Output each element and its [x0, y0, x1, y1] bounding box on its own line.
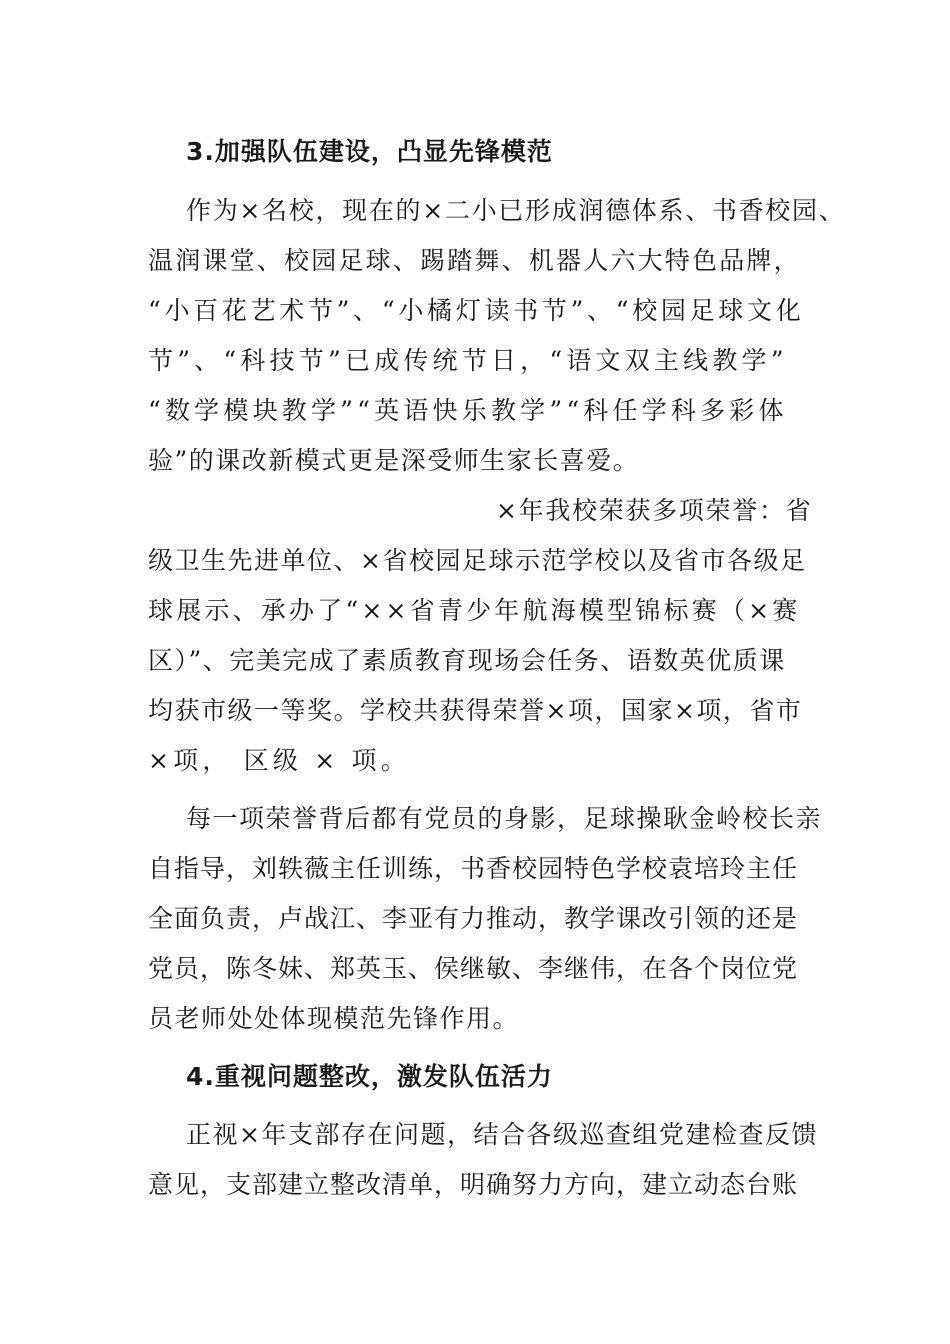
paragraph-line: ×项， 区级 × 项。 [148, 746, 410, 775]
paragraph-line: 均获市级一等奖。学校共获得荣誉×项，国家×项，省市 [148, 696, 803, 725]
paragraph-line: 区）”、完美完成了素质教育现场会任务、语数英优质课 [148, 646, 786, 675]
paragraph-line: ×年我校荣获多项荣誉：省 [496, 496, 813, 525]
paragraph-line: 每一项荣誉背后都有党员的身影，足球操耿金岭校长亲 [186, 804, 823, 833]
paragraph-line: 自指导，刘轶薇主任训练，书香校园特色学校袁培玲主任 [148, 854, 799, 883]
paragraph-line: 作为×名校，现在的×二小已形成润德体系、书香校园、 [186, 196, 846, 225]
paragraph-line: 意见，支部建立整改清单，明确努力方向，建立动态台账 [148, 1170, 799, 1199]
paragraph-line: “小百花艺术节”、“小橘灯读书节”、“校园足球文化 [148, 296, 805, 325]
paragraph-line: 全面负责，卢战江、李亚有力推动，教学课改引领的还是 [148, 904, 799, 933]
paragraph-line: 正视×年支部存在问题，结合各级巡查组党建检查反馈 [186, 1120, 818, 1149]
paragraph-line: 节”、“科技节”已成传统节日，“语文双主线教学” [148, 346, 788, 375]
paragraph-line: “数学模块教学”“英语快乐教学”“科任学科多彩体 [148, 396, 788, 425]
paragraph-line: 验”的课改新模式更是深受师生家长喜爱。 [148, 446, 640, 475]
paragraph-line: 级卫生先进单位、×省校园足球示范学校以及省市各级足 [148, 546, 807, 575]
paragraph-line: 球展示、承办了“××省青少年航海模型锦标赛（×赛 [148, 596, 801, 625]
section-heading: 4.重视问题整改，激发队伍活力 [186, 1062, 553, 1091]
paragraph-line: 温润课堂、校园足球、踢踏舞、机器人六大特色品牌， [148, 246, 801, 275]
section-heading: 3.加强队伍建设，凸显先锋模范 [186, 137, 553, 166]
paragraph-line: 党员，陈冬妹、郑英玉、侯继敏、李继伟，在各个岗位党 [148, 954, 799, 983]
paragraph-line: 员老师处处体现模范先锋作用。 [148, 1004, 520, 1033]
